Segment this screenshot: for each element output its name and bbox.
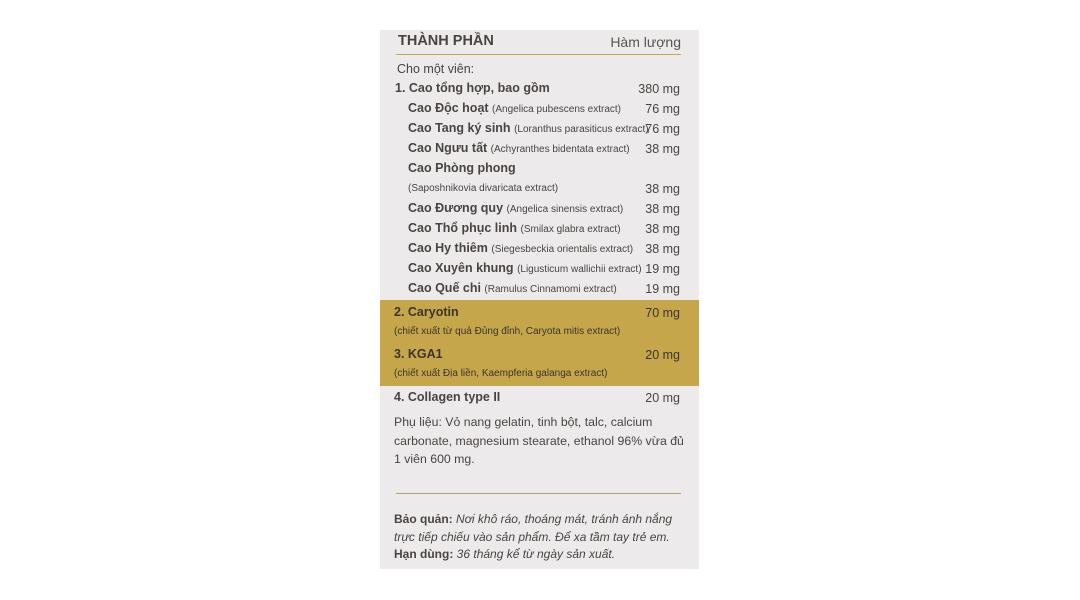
ingredient-name: 2. Caryotin	[394, 305, 459, 319]
ingredient-name: Cao Xuyên khung (Ligusticum wallichii extract)	[408, 261, 642, 275]
ingredient-row	[380, 261, 699, 279]
ingredient-row	[380, 141, 699, 159]
ingredient-latin: (Achyranthes bidentata extract)	[490, 144, 630, 155]
ingredient-amount: 38 mg	[645, 222, 680, 236]
ingredient-amount: 20 mg	[645, 348, 680, 362]
ingredient-note-row	[380, 324, 699, 342]
ingredient-latin: (Ramulus Cinnamomi extract)	[484, 284, 617, 295]
ingredient-amount: 380 mg	[638, 82, 680, 96]
ingredient-note-row	[380, 366, 699, 384]
ingredient-name: Cao Quế chi (Ramulus Cinnamomi extract)	[408, 281, 617, 295]
storage-text: Nơi khô ráo, thoáng mát, tránh ánh nắng trực tiếp chiếu vào sản phẩm. Để xa tầm tay trẻ em.	[394, 512, 673, 544]
expiry-text: 36 tháng kể từ ngày sản xuất.	[456, 547, 616, 561]
ingredient-note: (chiết xuất từ quả Đủng đỉnh, Caryota mitis extract)	[394, 326, 621, 337]
ingredient-amount: 38 mg	[645, 182, 680, 196]
ingredient-name: 4. Collagen type II	[394, 390, 501, 404]
ingredient-name: Cao Ngưu tất (Achyranthes bidentata extract)	[408, 141, 630, 155]
ingredient-name: Cao Phòng phong	[408, 161, 516, 175]
per-unit-label: Cho một viên:	[397, 62, 475, 76]
expiry-label: Hạn dùng:	[394, 547, 454, 561]
ingredient-amount: 38 mg	[645, 202, 680, 216]
ingredient-amount: 38 mg	[645, 242, 680, 256]
ingredient-row	[380, 201, 699, 219]
ingredient-amount: 19 mg	[645, 262, 680, 276]
ingredient-row	[380, 81, 699, 99]
ingredient-row	[380, 241, 699, 259]
ingredient-latin: (Smilax glabra extract)	[520, 224, 621, 235]
amount-column-header: Hàm lượng	[610, 34, 681, 50]
ingredient-row	[380, 121, 699, 139]
ingredient-name: Cao Độc hoạt (Angelica pubescens extract)	[408, 101, 622, 115]
ingredient-latin: (Saposhnikovia divaricata extract)	[408, 183, 559, 194]
ingredient-name: Cao Đương quy (Angelica sinensis extract)	[408, 201, 624, 215]
storage-label: Bảo quản:	[394, 512, 453, 526]
ingredient-note: (chiết xuất Địa liền, Kaempferia galanga extract)	[394, 368, 608, 379]
highlight-band	[380, 300, 699, 386]
ingredient-name: 1. Cao tổng hợp, bao gồm	[395, 81, 550, 95]
ingredient-row	[380, 390, 699, 408]
excipient-text: Phụ liệu: Vỏ nang gelatin, tinh bột, talc, calcium carbonate, magnesium stearate, ethanol 96% vừa đủ 1 viên 600 mg.	[394, 415, 684, 466]
ingredient-latin: (Angelica sinensis extract)	[506, 204, 624, 215]
section-divider	[396, 493, 681, 494]
ingredient-row	[380, 161, 699, 179]
section-title: THÀNH PHẦN	[398, 33, 494, 49]
ingredient-amount: 19 mg	[645, 282, 680, 296]
ingredient-latin: (Loranthus parasiticus extract)	[514, 124, 649, 135]
ingredient-amount: 70 mg	[645, 306, 680, 320]
ingredient-name: Cao Hy thiêm (Siegesbeckia orientalis extract)	[408, 241, 634, 255]
ingredient-amount: 76 mg	[645, 122, 680, 136]
ingredient-label-panel	[380, 30, 699, 569]
storage-info	[394, 511, 690, 564]
ingredient-row	[380, 181, 699, 199]
ingredient-name: Cao Tang ký sinh (Loranthus parasiticus extract)	[408, 121, 649, 135]
ingredient-amount: 38 mg	[645, 142, 680, 156]
ingredient-row	[380, 221, 699, 239]
ingredient-name: 3. KGA1	[394, 347, 443, 361]
ingredient-amount: 20 mg	[645, 391, 680, 405]
ingredient-amount: 76 mg	[645, 102, 680, 116]
ingredient-name: Cao Thổ phục linh (Smilax glabra extract)	[408, 221, 621, 235]
ingredient-latin: (Ligusticum wallichii extract)	[517, 264, 642, 275]
ingredient-row	[380, 101, 699, 119]
ingredient-latin: (Siegesbeckia orientalis extract)	[491, 244, 634, 255]
ingredient-row	[380, 347, 699, 365]
ingredient-row	[380, 281, 699, 299]
header-rule	[396, 54, 681, 55]
ingredient-row	[380, 305, 699, 323]
ingredient-latin: (Angelica pubescens extract)	[492, 104, 622, 115]
